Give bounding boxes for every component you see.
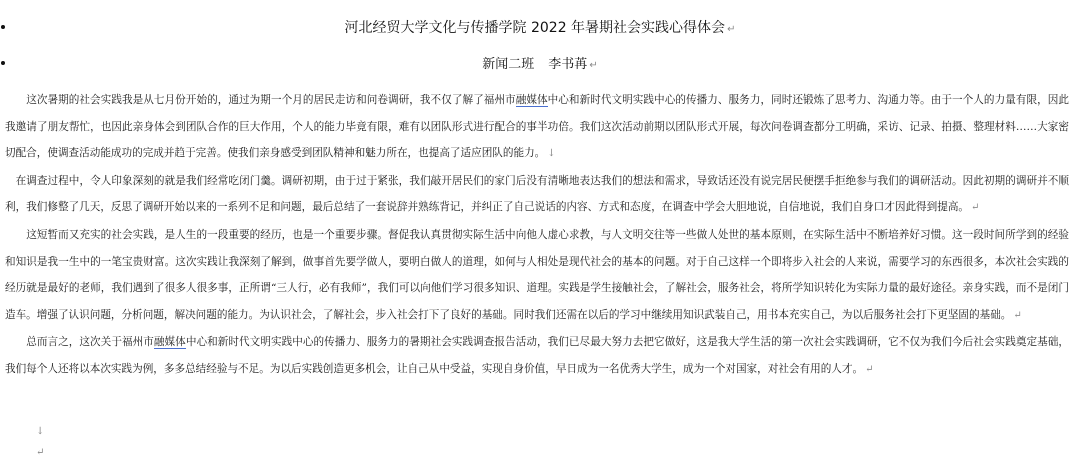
paragraph-mark: ↵ bbox=[589, 60, 598, 71]
paragraph-mark: ↵ bbox=[971, 202, 980, 214]
document-body bbox=[5, 87, 1069, 384]
paragraph-3 bbox=[5, 222, 1069, 329]
paragraph-mark: ↵ bbox=[1013, 309, 1022, 321]
paragraph-text: 这短暂而又充实的社会实践，是人生的一段重要的经历，也是一个重要步骤。督促我认真贯彻实际生活中向他人虚心求教，与人文明交往等一些做人处世的基本原则，在实际生活中不断培养好习惯。这一段时间所学到的经验和知识是我一生中的一笔宝贵财富。这次实践让我深刻了解到，做事首先要学做人，要明白做人的道理，如何与人相处是现代社会的基本的问题。对于自己这样一个即将步入社会的人来说，需要学习的东西很多，本次社会实践的经历就是最好的老师，我们遇到了很多人很多事，正所谓“三人行，必有我师”，我们可以向他们学习很多知识、道理。实践是学生接触社会，了解社会，服务社会，将所学知识转化为实际力量的最好途径。亲身实践，而不是闭门造车。增强了认识问题，分析问题，解决问题的能力。为认识社会，了解社会，步入社会打下了良好的基础。同时我们还需在以后的学习中继续用知识武装自己，用书本充实自己，为以后服务社会打下更坚固的基础。 bbox=[5, 228, 1069, 321]
paragraph-2 bbox=[5, 168, 1069, 222]
paragraph-mark: ↵ bbox=[865, 363, 874, 375]
class-name: 新闻二班 bbox=[482, 57, 535, 72]
paragraph-text: 中心和新时代文明实践中心的传播力、服务力的暑期社会实践调查报告活动，我们已尽最大努力去把它做好，这是我大学生活的第一次社会实践调研，它不仅为我们今后社会实践奠定基础，我们每个人还将以本次实践为例，多多总结经验与不足。为以后实践创造更多机会，让自己从中受益，实现自身价值，早日成为一名优秀大学生，成为一个对国家，对社会有用的人才。 bbox=[5, 336, 1070, 375]
title-text: 河北经贸大学文化与传播学院 2022 年暑期社会实践心得体会 bbox=[344, 20, 726, 36]
paragraph-text: 中心和新时代文明实践中心的传播力、服务力，同时还锻炼了思考力、沟通力等。由于一个人的力量有限，因此我邀请了朋友帮忙，也因此亲身体会到团队合作的巨大作用，个人的能力毕竟有限，难有以团队形式进行配合的事半功倍。我们这次活动前期以团队形式开展，每次问卷调查都分工明确，采访、记录、拍摄、整理材料……大家密切配合，使调查活动能成功的完成并趋于完善。使我们亲身感受到团队精神和魅力所在，也提高了适应团队的能力。 bbox=[5, 94, 1070, 160]
line-break-mark: ↓ bbox=[547, 148, 556, 160]
paragraph-4 bbox=[5, 329, 1069, 383]
author-name: 李书苒 bbox=[548, 57, 588, 72]
paragraph-1 bbox=[5, 87, 1069, 168]
underlined-term: 融媒体 bbox=[153, 336, 186, 349]
document-title bbox=[0, 17, 1080, 37]
paragraph-mark: ↵ bbox=[36, 447, 45, 458]
document-byline bbox=[0, 53, 1080, 72]
paragraph-mark: ↵ bbox=[727, 24, 736, 35]
paragraph-text: 总而言之，这次关于福州市 bbox=[26, 336, 154, 349]
line-break-mark: ↓ bbox=[36, 426, 45, 437]
paragraph-text: 在调查过程中，令人印象深刻的就是我们经常吃闭门羹。调研初期，由于过于紧张，我们敲开居民们的家门后没有清晰地表达我们的想法和需求，导致话还没有说完居民便摆手拒绝参与我们的调研活动。因此初期的调研并不顺利，我们修整了几天，反思了调研开始以来的一系列不足和问题，最后总结了一套说辞并熟练背记，并纠正了自己说话的内容、方式和态度，在调查中学会大胆地说，自信地说，我们自身口才因此得到提高。 bbox=[5, 174, 1069, 214]
paragraph-text: 这次暑期的社会实践我是从七月份开始的，通过为期一个月的居民走访和问卷调研，我不仅了解了福州市 bbox=[26, 94, 516, 106]
underlined-term: 融媒体 bbox=[515, 94, 548, 106]
